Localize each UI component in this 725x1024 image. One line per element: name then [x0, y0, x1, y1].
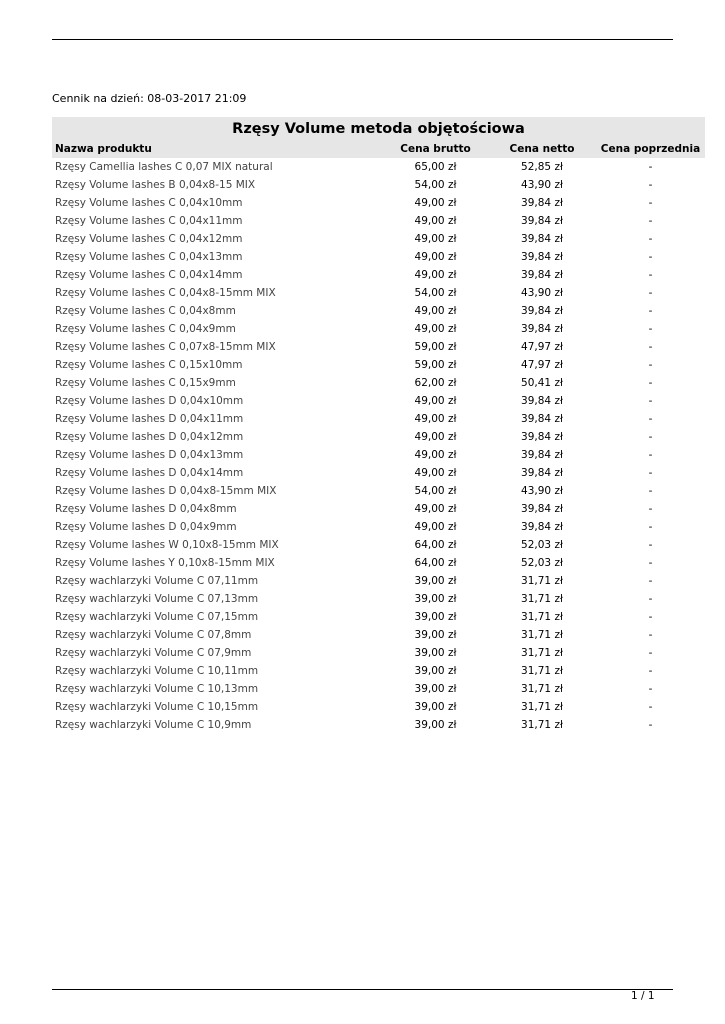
product-name-cell: Rzęsy Volume lashes C 0,04x13mm: [55, 251, 243, 263]
table-row: [52, 194, 705, 212]
gross-price-cell: 39,00 zł: [414, 701, 457, 713]
table-body: [52, 158, 705, 734]
table-header-row: [52, 141, 705, 158]
table-row: [52, 338, 705, 356]
table-row: [52, 626, 705, 644]
table-row: [52, 644, 705, 662]
net-price-cell: 39,84 zł: [521, 323, 563, 335]
gross-price-cell: 49,00 zł: [414, 251, 457, 263]
previous-price-cell: -: [648, 647, 653, 659]
table-row: [52, 428, 705, 446]
gross-price-cell: 39,00 zł: [414, 683, 457, 695]
previous-price-cell: -: [648, 251, 653, 263]
previous-price-cell: -: [648, 431, 653, 443]
product-name-cell: Rzęsy Volume lashes W 0,10x8-15mm MIX: [55, 539, 279, 551]
net-price-cell: 39,84 zł: [521, 395, 563, 407]
table-row: [52, 482, 705, 500]
product-name-cell: Rzęsy Camellia lashes C 0,07 MIX natural: [55, 161, 273, 173]
footer-rule: [52, 989, 673, 990]
gross-price-cell: 49,00 zł: [414, 269, 457, 281]
net-price-cell: 39,84 zł: [521, 251, 563, 263]
gross-price-cell: 65,00 zł: [414, 161, 457, 173]
table-row: [52, 320, 705, 338]
product-name-cell: Rzęsy Volume lashes C 0,04x8-15mm MIX: [55, 287, 276, 299]
product-name-cell: Rzęsy Volume lashes C 0,15x9mm: [55, 377, 236, 389]
table-row: [52, 284, 705, 302]
product-name-cell: Rzęsy Volume lashes D 0,04x13mm: [55, 449, 244, 461]
product-name-cell: Rzęsy Volume lashes C 0,04x11mm: [55, 215, 243, 227]
gross-price-cell: 49,00 zł: [414, 395, 457, 407]
gross-price-cell: 64,00 zł: [414, 539, 457, 551]
header-rule: [52, 39, 673, 40]
previous-price-cell: -: [648, 683, 653, 695]
net-price-cell: 31,71 zł: [521, 611, 563, 623]
gross-price-cell: 39,00 zł: [414, 665, 457, 677]
net-price-cell: 43,90 zł: [521, 287, 563, 299]
gross-price-cell: 49,00 zł: [414, 503, 457, 515]
product-name-cell: Rzęsy Volume lashes C 0,04x10mm: [55, 197, 243, 209]
gross-price-cell: 49,00 zł: [414, 521, 457, 533]
table-row: [52, 374, 705, 392]
net-price-cell: 39,84 zł: [521, 305, 563, 317]
table-row: [52, 392, 705, 410]
gross-price-cell: 49,00 zł: [414, 431, 457, 443]
net-price-cell: 47,97 zł: [521, 359, 563, 371]
previous-price-cell: -: [648, 179, 653, 191]
previous-price-cell: -: [648, 521, 653, 533]
net-price-cell: 39,84 zł: [521, 521, 563, 533]
previous-price-cell: -: [648, 629, 653, 641]
gross-price-cell: 59,00 zł: [414, 359, 457, 371]
product-name-cell: Rzęsy Volume lashes Y 0,10x8-15mm MIX: [55, 557, 275, 569]
previous-price-cell: -: [648, 413, 653, 425]
gross-price-cell: 49,00 zł: [414, 197, 457, 209]
table-row: [52, 212, 705, 230]
gross-price-cell: 64,00 zł: [414, 557, 457, 569]
previous-price-cell: -: [648, 557, 653, 569]
table-row: [52, 266, 705, 284]
previous-price-cell: -: [648, 449, 653, 461]
column-header-gross-price: Cena brutto: [400, 143, 471, 155]
product-name-cell: Rzęsy Volume lashes D 0,04x11mm: [55, 413, 244, 425]
net-price-cell: 31,71 zł: [521, 683, 563, 695]
previous-price-cell: -: [648, 539, 653, 551]
table-row: [52, 572, 705, 590]
previous-price-cell: -: [648, 575, 653, 587]
gross-price-cell: 39,00 zł: [414, 611, 457, 623]
previous-price-cell: -: [648, 287, 653, 299]
column-header-product-name: Nazwa produktu: [55, 143, 152, 155]
gross-price-cell: 39,00 zł: [414, 647, 457, 659]
previous-price-cell: -: [648, 701, 653, 713]
gross-price-cell: 49,00 zł: [414, 233, 457, 245]
table-title: Rzęsy Volume metoda objętościowa: [52, 117, 705, 141]
column-header-previous-price: Cena poprzednia: [600, 143, 701, 155]
product-name-cell: Rzęsy wachlarzyki Volume C 07,9mm: [55, 647, 252, 659]
table-row: [52, 302, 705, 320]
price-table-section: [52, 117, 705, 734]
product-name-cell: Rzęsy Volume lashes D 0,04x12mm: [55, 431, 244, 443]
gross-price-cell: 54,00 zł: [414, 287, 457, 299]
product-name-cell: Rzęsy Volume lashes B 0,04x8-15 MIX: [55, 179, 256, 191]
product-name-cell: Rzęsy Volume lashes C 0,07x8-15mm MIX: [55, 341, 276, 353]
previous-price-cell: -: [648, 305, 653, 317]
net-price-cell: 31,71 zł: [521, 575, 563, 587]
gross-price-cell: 54,00 zł: [414, 485, 457, 497]
product-name-cell: Rzęsy wachlarzyki Volume C 10,9mm: [55, 719, 252, 731]
product-name-cell: Rzęsy Volume lashes D 0,04x8mm: [55, 503, 237, 515]
table-row: [52, 554, 705, 572]
net-price-cell: 31,71 zł: [521, 593, 563, 605]
product-name-cell: Rzęsy Volume lashes D 0,04x8-15mm MIX: [55, 485, 277, 497]
net-price-cell: 52,03 zł: [521, 557, 563, 569]
table-row: [52, 536, 705, 554]
previous-price-cell: -: [648, 323, 653, 335]
table-row: [52, 464, 705, 482]
net-price-cell: 39,84 zł: [521, 269, 563, 281]
table-row: [52, 662, 705, 680]
price-list-date: Cennik na dzień: 08-03-2017 21:09: [52, 92, 247, 105]
table-row: [52, 500, 705, 518]
previous-price-cell: -: [648, 233, 653, 245]
gross-price-cell: 49,00 zł: [414, 323, 457, 335]
table-row: [52, 608, 705, 626]
gross-price-cell: 49,00 zł: [414, 449, 457, 461]
net-price-cell: 52,03 zł: [521, 539, 563, 551]
previous-price-cell: -: [648, 611, 653, 623]
net-price-cell: 39,84 zł: [521, 233, 563, 245]
gross-price-cell: 49,00 zł: [414, 413, 457, 425]
previous-price-cell: -: [648, 485, 653, 497]
net-price-cell: 39,84 zł: [521, 215, 563, 227]
gross-price-cell: 39,00 zł: [414, 629, 457, 641]
product-name-cell: Rzęsy Volume lashes D 0,04x14mm: [55, 467, 244, 479]
net-price-cell: 50,41 zł: [521, 377, 563, 389]
gross-price-cell: 39,00 zł: [414, 593, 457, 605]
net-price-cell: 39,84 zł: [521, 449, 563, 461]
previous-price-cell: -: [648, 269, 653, 281]
table-row: [52, 680, 705, 698]
previous-price-cell: -: [648, 665, 653, 677]
previous-price-cell: -: [648, 467, 653, 479]
product-name-cell: Rzęsy Volume lashes D 0,04x9mm: [55, 521, 237, 533]
table-row: [52, 518, 705, 536]
gross-price-cell: 49,00 zł: [414, 305, 457, 317]
product-name-cell: Rzęsy Volume lashes C 0,04x14mm: [55, 269, 243, 281]
gross-price-cell: 59,00 zł: [414, 341, 457, 353]
product-name-cell: Rzęsy Volume lashes C 0,15x10mm: [55, 359, 243, 371]
previous-price-cell: -: [648, 197, 653, 209]
table-row: [52, 698, 705, 716]
product-name-cell: Rzęsy Volume lashes D 0,04x10mm: [55, 395, 244, 407]
previous-price-cell: -: [648, 719, 653, 731]
previous-price-cell: -: [648, 377, 653, 389]
net-price-cell: 31,71 zł: [521, 665, 563, 677]
product-name-cell: Rzęsy wachlarzyki Volume C 10,15mm: [55, 701, 259, 713]
product-name-cell: Rzęsy Volume lashes C 0,04x9mm: [55, 323, 236, 335]
previous-price-cell: -: [648, 395, 653, 407]
previous-price-cell: -: [648, 161, 653, 173]
table-row: [52, 356, 705, 374]
gross-price-cell: 39,00 zł: [414, 719, 457, 731]
net-price-cell: 39,84 zł: [521, 413, 563, 425]
previous-price-cell: -: [648, 503, 653, 515]
net-price-cell: 31,71 zł: [521, 719, 563, 731]
gross-price-cell: 62,00 zł: [414, 377, 457, 389]
price-table: [52, 141, 705, 734]
product-name-cell: Rzęsy Volume lashes C 0,04x8mm: [55, 305, 236, 317]
product-name-cell: Rzęsy Volume lashes C 0,04x12mm: [55, 233, 243, 245]
table-row: [52, 158, 705, 176]
column-header-net-price: Cena netto: [509, 143, 575, 155]
gross-price-cell: 54,00 zł: [414, 179, 457, 191]
previous-price-cell: -: [648, 215, 653, 227]
product-name-cell: Rzęsy wachlarzyki Volume C 10,13mm: [55, 683, 259, 695]
net-price-cell: 31,71 zł: [521, 629, 563, 641]
table-row: [52, 410, 705, 428]
previous-price-cell: -: [648, 593, 653, 605]
net-price-cell: 31,71 zł: [521, 701, 563, 713]
net-price-cell: 39,84 zł: [521, 467, 563, 479]
net-price-cell: 39,84 zł: [521, 431, 563, 443]
product-name-cell: Rzęsy wachlarzyki Volume C 07,11mm: [55, 575, 259, 587]
table-row: [52, 716, 705, 734]
product-name-cell: Rzęsy wachlarzyki Volume C 07,8mm: [55, 629, 252, 641]
product-name-cell: Rzęsy wachlarzyki Volume C 07,15mm: [55, 611, 259, 623]
page-number: 1 / 1: [631, 990, 655, 1002]
table-row: [52, 590, 705, 608]
previous-price-cell: -: [648, 341, 653, 353]
table-row: [52, 446, 705, 464]
table-row: [52, 176, 705, 194]
net-price-cell: 43,90 zł: [521, 179, 563, 191]
net-price-cell: 43,90 zł: [521, 485, 563, 497]
product-name-cell: Rzęsy wachlarzyki Volume C 07,13mm: [55, 593, 259, 605]
gross-price-cell: 49,00 zł: [414, 467, 457, 479]
previous-price-cell: -: [648, 359, 653, 371]
net-price-cell: 31,71 zł: [521, 647, 563, 659]
net-price-cell: 39,84 zł: [521, 503, 563, 515]
net-price-cell: 47,97 zł: [521, 341, 563, 353]
table-row: [52, 230, 705, 248]
net-price-cell: 39,84 zł: [521, 197, 563, 209]
product-name-cell: Rzęsy wachlarzyki Volume C 10,11mm: [55, 665, 259, 677]
gross-price-cell: 49,00 zł: [414, 215, 457, 227]
table-row: [52, 248, 705, 266]
gross-price-cell: 39,00 zł: [414, 575, 457, 587]
net-price-cell: 52,85 zł: [521, 161, 563, 173]
